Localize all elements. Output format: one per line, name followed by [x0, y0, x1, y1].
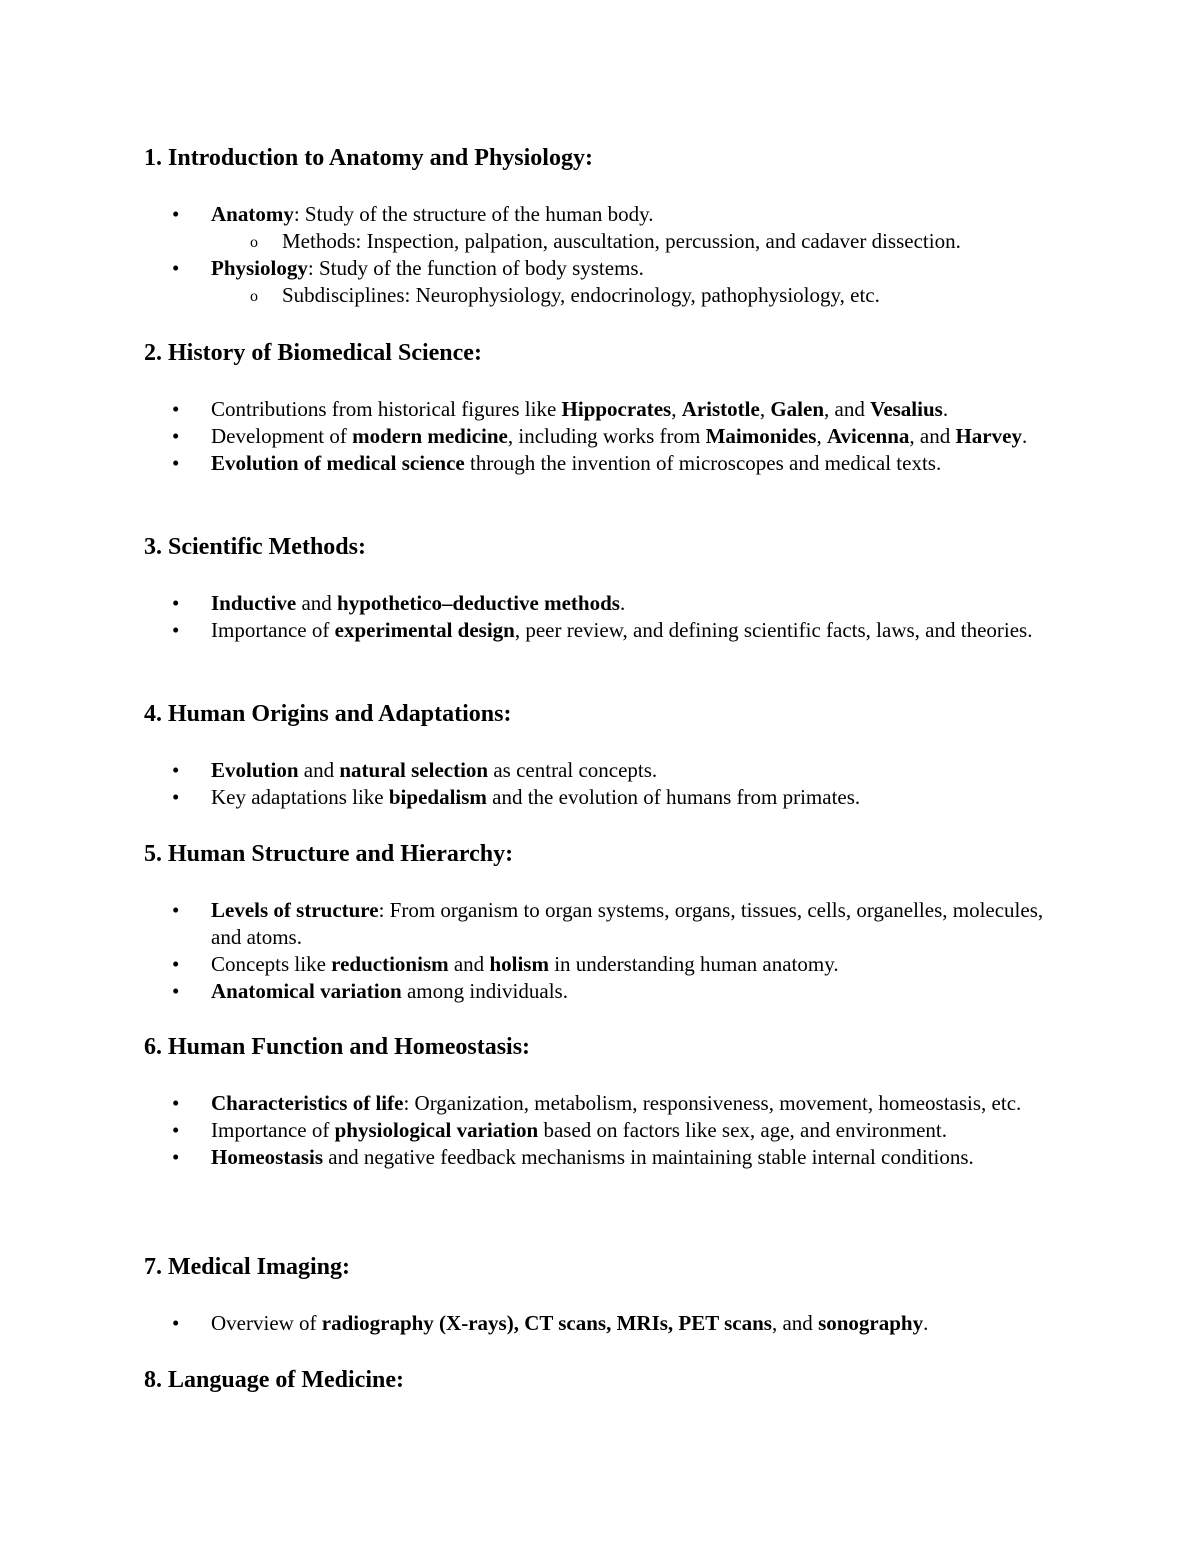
bold-term: Levels of structure: [211, 898, 379, 922]
list-item: [0, 978, 1200, 1005]
text-run: in understanding human anatomy.: [548, 952, 839, 976]
item-text: [211, 256, 644, 280]
item-text: [211, 1311, 928, 1335]
text-run: , peer review, and defining scientific facts, laws, and theories.: [514, 618, 1033, 642]
bullet-list: [0, 897, 1200, 1005]
text-run: : Study of the function of body systems.: [307, 256, 644, 280]
section-heading: 6. Human Function and Homeostasis:: [144, 1034, 531, 1060]
text-run: : From organism to organ systems, organs, tissues, cells, organelles, molecules, and atoms.: [211, 898, 1044, 949]
bold-term: Evolution of medical science: [211, 451, 465, 475]
item-text: [211, 591, 625, 615]
text-run: : Study of the structure of the human body.: [293, 202, 654, 226]
text-run: ,: [759, 397, 771, 421]
text-run: Overview of: [211, 1311, 322, 1335]
text-run: ,: [671, 397, 682, 421]
item-text: [211, 785, 860, 809]
bold-term: bipedalism: [388, 785, 487, 809]
text-run: Development of: [211, 424, 353, 448]
list-item: [0, 1117, 1200, 1144]
list-item: [0, 255, 1200, 309]
text-run: Importance of: [211, 1118, 335, 1142]
text-run: .: [942, 397, 949, 421]
bullet-list: [0, 590, 1200, 644]
text-run: , including works from: [507, 424, 706, 448]
text-run: ,: [816, 424, 827, 448]
bold-term: Maimonides: [705, 424, 817, 448]
text-run: Key adaptations like: [211, 785, 389, 809]
bold-term: Harvey: [955, 424, 1022, 448]
item-text: [211, 952, 839, 976]
list-item: [0, 617, 1200, 644]
text-run: as central concepts.: [488, 758, 658, 782]
bold-term: Inductive: [211, 591, 297, 615]
text-run: , and: [771, 1311, 819, 1335]
sub-list-item: o Methods: Inspection, palpation, auscultation, percussion, and cadaver dissection.: [211, 228, 1060, 255]
section-heading: 7. Medical Imaging:: [144, 1254, 350, 1280]
bold-term: Anatomy: [211, 202, 294, 226]
list-item: [0, 1144, 1200, 1171]
list-item: [0, 1090, 1200, 1117]
item-text: [211, 451, 941, 475]
text-run: Importance of: [211, 618, 335, 642]
text-run: and the evolution of humans from primates.: [486, 785, 861, 809]
item-text: [211, 1145, 974, 1169]
bold-term: Vesalius: [870, 397, 943, 421]
item-text: [211, 1118, 947, 1142]
bullet-list: [0, 201, 1200, 309]
bold-term: modern medicine: [352, 424, 508, 448]
section-heading: 5. Human Structure and Hierarchy:: [144, 841, 514, 867]
bold-term: Characteristics of life: [211, 1091, 404, 1115]
text-run: and negative feedback mechanisms in maintaining stable internal conditions.: [323, 1145, 974, 1169]
bold-term: Evolution: [211, 758, 299, 782]
item-text: [211, 758, 657, 782]
bold-term: reductionism: [331, 952, 449, 976]
list-item: [0, 201, 1200, 255]
list-item: [0, 396, 1200, 423]
bullet-list: [0, 1090, 1200, 1171]
text-run: .: [923, 1311, 929, 1335]
bold-term: Galen: [770, 397, 824, 421]
text-run: Concepts like: [211, 952, 332, 976]
bold-term: Anatomical variation: [211, 979, 402, 1003]
text-run: : Organization, metabolism, responsiveness, movement, homeostasis, etc.: [403, 1091, 1022, 1115]
text-run: .: [619, 591, 626, 615]
bullet-list: [0, 1310, 1200, 1337]
section-heading: 3. Scientific Methods:: [144, 534, 366, 560]
bold-term: radiography (X-rays), CT scans, MRIs, PET scans: [321, 1311, 772, 1335]
item-text: [211, 618, 1032, 642]
item-text: [211, 397, 948, 421]
item-text: [211, 424, 1027, 448]
text-run: and: [448, 952, 490, 976]
sub-list-item: o Subdisciplines: Neurophysiology, endocrinology, pathophysiology, etc.: [211, 282, 1060, 309]
bold-term: Hippocrates: [561, 397, 672, 421]
list-item: [0, 784, 1200, 811]
bold-term: natural selection: [339, 758, 489, 782]
text-run: through the invention of microscopes and medical texts.: [464, 451, 942, 475]
list-item: [0, 897, 1200, 951]
bold-term: hypothetico–deductive methods: [337, 591, 620, 615]
section-heading: 4. Human Origins and Adaptations:: [144, 701, 512, 727]
section-heading: 2. History of Biomedical Science:: [144, 340, 482, 366]
text-run: .: [1021, 424, 1028, 448]
text-run: and: [296, 591, 338, 615]
text-run: , and: [909, 424, 956, 448]
bullet-list: [0, 396, 1200, 477]
text-run: based on factors like sex, age, and environment.: [538, 1118, 948, 1142]
list-item: [0, 757, 1200, 784]
section-heading: 1. Introduction to Anatomy and Physiology:: [144, 145, 593, 171]
bold-term: physiological variation: [334, 1118, 539, 1142]
bold-term: sonography: [818, 1311, 924, 1335]
bold-term: holism: [489, 952, 549, 976]
list-item: [0, 951, 1200, 978]
bold-term: Aristotle: [681, 397, 760, 421]
bullet-list: [0, 757, 1200, 811]
list-item: [0, 450, 1200, 477]
item-text: [211, 1091, 1021, 1115]
bold-term: Physiology: [211, 256, 308, 280]
item-text: [211, 202, 654, 226]
item-text: [211, 898, 1043, 949]
list-item: [0, 1310, 1200, 1337]
text-run: and: [298, 758, 340, 782]
text-run: , and: [824, 397, 871, 421]
sub-list: [211, 282, 1060, 309]
bold-term: Homeostasis: [211, 1145, 323, 1169]
section-heading: 8. Language of Medicine:: [144, 1367, 404, 1393]
text-run: among individuals.: [401, 979, 568, 1003]
item-text: [211, 979, 568, 1003]
sub-list: [211, 228, 1060, 255]
list-item: [0, 423, 1200, 450]
bold-term: Avicenna: [826, 424, 910, 448]
bold-term: experimental design: [334, 618, 515, 642]
list-item: [0, 590, 1200, 617]
text-run: Contributions from historical figures like: [211, 397, 562, 421]
